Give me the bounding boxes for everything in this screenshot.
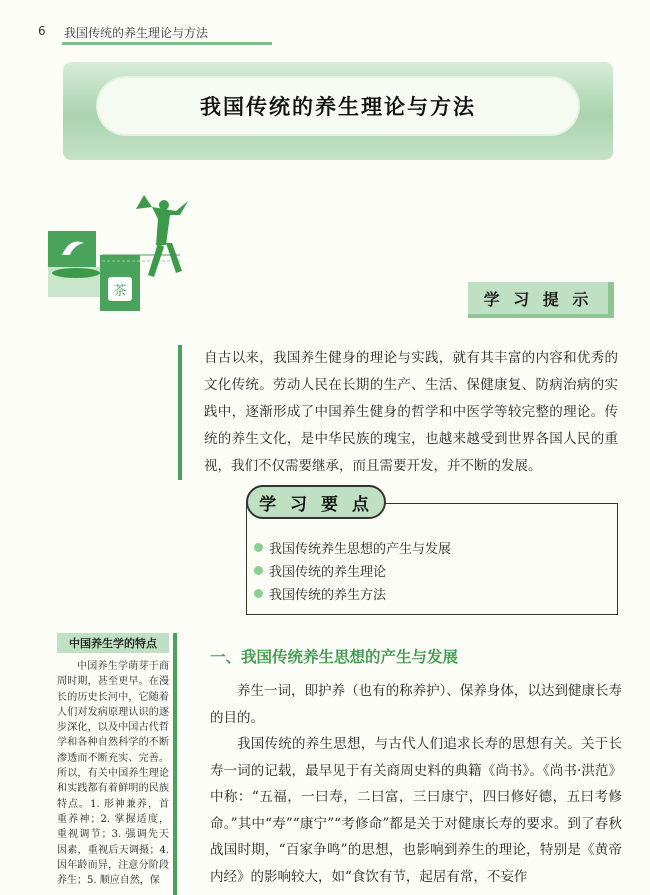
chapter-title: 我国传统的养生理论与方法 (200, 95, 476, 119)
bullet-dot-icon (254, 566, 263, 575)
section-heading: 一、我国传统养生思想的产生与发展 (210, 648, 459, 666)
figure-hand (136, 195, 152, 209)
key-point-text: 我国传统养生思想的产生与发展 (269, 542, 452, 557)
running-title: 我国传统的养生理论与方法 (64, 26, 209, 40)
sidebar-note (57, 633, 177, 895)
header-rule (62, 42, 272, 45)
section-paragraph: 我国传统的养生思想，与古代人们追求长寿的思想有关。关于长寿一词的记载，最早见于有关商周史料的典籍《尚书》。《尚书·洪范》中称：“五福，一曰寿，二曰富，三曰康宁，四曰修好德，五曰考修命。”其中“寿”“康宁”“考修命”都是关于对健康长寿的要求。到了春秋战国时期，“百家争鸣”的思想，也影响到养生的理论，特别是《黄帝内经》的影响较大，如“食饮有节，起居有常，不妄作 (210, 736, 622, 885)
figure-legs (148, 243, 182, 277)
section-paragraph: 养生一词，即护养（也有的称养护）、保养身体，以达到健康长寿的目的。 (210, 683, 622, 726)
study-hint-label: 学 习 提 示 (483, 289, 593, 309)
tea-label: 茶 (113, 284, 127, 299)
study-hint-paragraph: 自古以来，我国养生健身的理论与实践，就有其丰富的内容和优秀的文化传统。劳动人民在长期的生产、生活、保健康复、防病治病的实践中，逐渐形成了中国养生健身的哲学和中医学等较完整的理论。传统的养生文化，是中华民族的瑰宝，也越来越受到世界各国人民的重视，我们不仅需要继承，而且需要开发，并不断的发展。 (178, 345, 618, 480)
key-points-tag (246, 485, 386, 519)
key-point-text: 我国传统的养生方法 (269, 588, 387, 603)
tea-saucer-icon (52, 268, 100, 278)
taichi-figure-icon (152, 201, 188, 245)
key-point-item (254, 536, 614, 559)
key-point-text: 我国传统的养生理论 (269, 565, 387, 580)
taichi-tea-illustration (40, 185, 210, 325)
study-hint-label-box (468, 282, 614, 318)
section-body (210, 678, 622, 890)
key-points-list (254, 536, 614, 605)
bullet-dot-icon (254, 589, 263, 598)
sidebar-title: 中国养生学的特点 (57, 633, 169, 653)
title-banner-inner (98, 78, 578, 134)
bullet-dot-icon (254, 543, 263, 552)
key-point-item (254, 559, 614, 582)
key-point-item (254, 582, 614, 605)
running-header (38, 22, 258, 44)
page-number: 6 (38, 24, 46, 38)
sidebar-text: 中国养生学萌芽于商周时期，甚至更早。在漫长的历史长河中，它随着人们对发病原理认识的逐步深化，以及中国古代哲学和各种自然科学的不断渗透而不断充实、完善。所以，有关中国养生理论和实践都有着鲜明的民族特点。1. 形神兼养，首重养神；2. 掌握适度，重视调节；3. 强调先天因素，重视后天调摄；4. 因年龄而异，注意分阶段养生；5. 顺应自然，保 (57, 661, 169, 887)
key-points-label: 学 习 要 点 (259, 494, 373, 515)
